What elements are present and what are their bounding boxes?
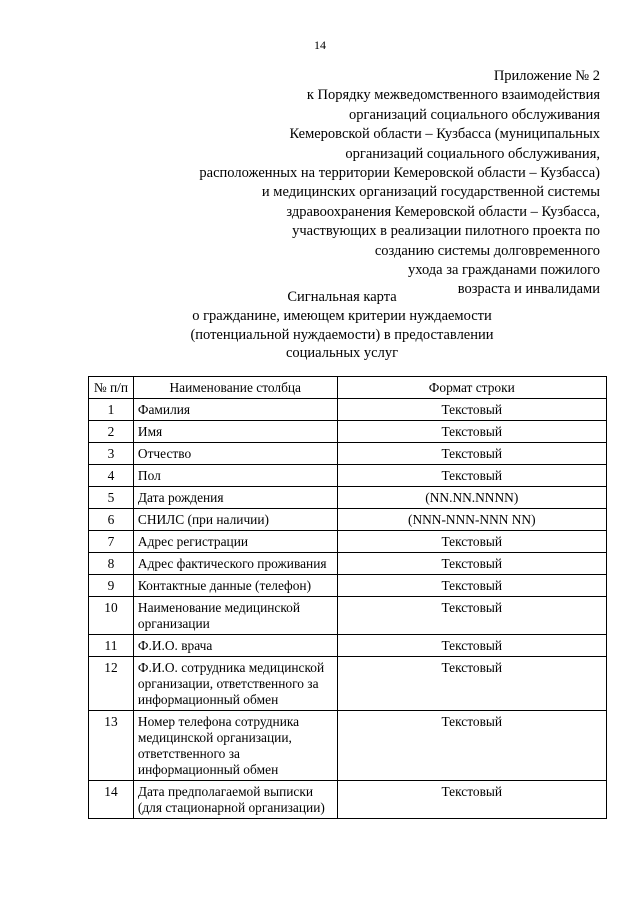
row-number: 1 — [89, 399, 134, 421]
table-row — [89, 575, 607, 597]
row-name: Имя — [133, 421, 337, 443]
row-format: Текстовый — [337, 635, 606, 657]
table-row — [89, 553, 607, 575]
page-number: 14 — [314, 38, 326, 52]
row-number: 14 — [89, 781, 134, 819]
row-name: Ф.И.О. сотрудника медицинской организации, ответственного за информационный обмен — [133, 657, 337, 711]
table-row — [89, 421, 607, 443]
title-line: о гражданине, имеющем критерии нуждаемости — [192, 307, 492, 324]
row-format: Текстовый — [337, 597, 606, 635]
appendix-line: здравоохранения Кемеровской области – Кузбасса, — [286, 203, 600, 220]
table-row — [89, 443, 607, 465]
appendix-line: ухода за гражданами пожилого — [408, 262, 600, 279]
appendix-line: организаций социального обслуживания, — [345, 145, 600, 162]
appendix-line: и медицинских организаций государственной системы — [261, 184, 600, 201]
title-line: Сигнальная карта — [287, 289, 397, 305]
title-line: социальных услуг — [285, 345, 399, 362]
header-number: № п/п — [89, 377, 134, 399]
header-row-format: Формат строки — [337, 377, 606, 399]
table-row — [89, 465, 607, 487]
table-header-row — [89, 377, 607, 399]
row-name: Контактные данные (телефон) — [133, 575, 337, 597]
row-format: Текстовый — [337, 711, 606, 781]
row-number: 7 — [89, 531, 134, 553]
row-number: 10 — [89, 597, 134, 635]
row-name: Пол — [133, 465, 337, 487]
row-format: Текстовый — [337, 781, 606, 819]
table-row — [89, 487, 607, 509]
row-name: Дата предполагаемой выписки (для стационарной организации) — [133, 781, 337, 819]
row-number: 2 — [89, 421, 134, 443]
appendix-header — [160, 67, 600, 300]
title-line: (потенциальной нуждаемости) в предоставлении — [190, 326, 494, 343]
appendix-line: расположенных на территории Кемеровской области – Кузбасса) — [199, 165, 600, 182]
appendix-line: возраста и инвалидами — [457, 281, 600, 298]
row-name: Адрес регистрации — [133, 531, 337, 553]
row-name: Номер телефона сотрудника медицинской организации, ответственного за информационный обмен — [133, 711, 337, 781]
table-row — [89, 509, 607, 531]
row-format: (NN.NN.NNNN) — [337, 487, 606, 509]
row-format: Текстовый — [337, 575, 606, 597]
row-name: СНИЛС (при наличии) — [133, 509, 337, 531]
table-row — [89, 711, 607, 781]
table-row — [89, 657, 607, 711]
row-format: Текстовый — [337, 553, 606, 575]
row-format: Текстовый — [337, 421, 606, 443]
table-row — [89, 399, 607, 421]
table-row — [89, 635, 607, 657]
appendix-line: организаций социального обслуживания — [349, 106, 600, 123]
table-row — [89, 531, 607, 553]
row-number: 11 — [89, 635, 134, 657]
row-format: Текстовый — [337, 465, 606, 487]
row-number: 3 — [89, 443, 134, 465]
row-name: Фамилия — [133, 399, 337, 421]
appendix-line: к Порядку межведомственного взаимодействия — [306, 87, 600, 104]
row-format: Текстовый — [337, 399, 606, 421]
document-title — [0, 288, 640, 363]
row-name: Дата рождения — [133, 487, 337, 509]
row-number: 13 — [89, 711, 134, 781]
appendix-line: Кемеровской области – Кузбасса (муниципальных — [289, 126, 600, 143]
row-format: Текстовый — [337, 657, 606, 711]
row-name: Ф.И.О. врача — [133, 635, 337, 657]
row-format: Текстовый — [337, 443, 606, 465]
header-column-name: Наименование столбца — [133, 377, 337, 399]
fields-table — [88, 376, 607, 819]
row-name: Наименование медицинской организации — [133, 597, 337, 635]
row-name: Адрес фактического проживания — [133, 553, 337, 575]
row-format: Текстовый — [337, 531, 606, 553]
row-number: 8 — [89, 553, 134, 575]
appendix-line: Приложение № 2 — [493, 68, 600, 84]
row-number: 9 — [89, 575, 134, 597]
row-number: 6 — [89, 509, 134, 531]
row-name: Отчество — [133, 443, 337, 465]
row-format: (NNN-NNN-NNN NN) — [337, 509, 606, 531]
table-row — [89, 781, 607, 819]
table-row — [89, 597, 607, 635]
row-number: 12 — [89, 657, 134, 711]
row-number: 4 — [89, 465, 134, 487]
appendix-line: созданию системы долговременного — [374, 242, 600, 259]
appendix-line: участвующих в реализации пилотного проекта по — [292, 223, 600, 240]
row-number: 5 — [89, 487, 134, 509]
